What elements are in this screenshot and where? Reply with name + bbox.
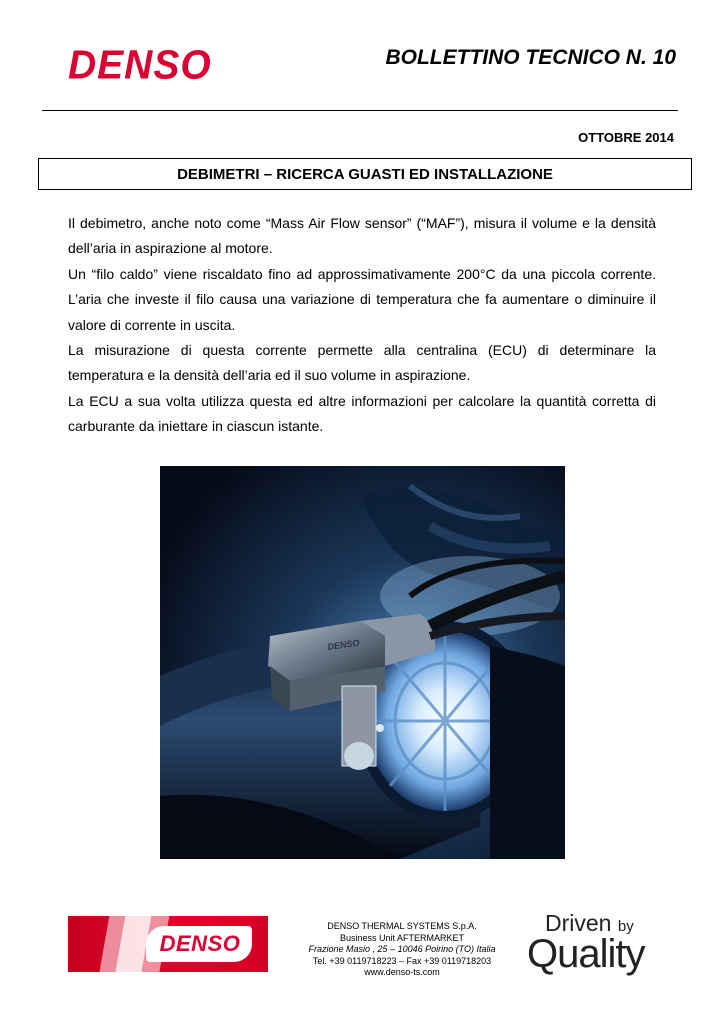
sensor-label: DENSO bbox=[326, 637, 360, 652]
subject-box bbox=[38, 158, 692, 190]
bulletin-date: OTTOBRE 2014 bbox=[578, 130, 674, 145]
company-name: DENSO THERMAL SYSTEMS S.p.A. bbox=[327, 921, 477, 931]
slogan-driven: Driven bbox=[545, 910, 612, 936]
paragraph: La ECU a sua volta utilizza questa ed altre informazioni per calcolare la quantità corretta di carburante da iniettare in ciascun istante. bbox=[68, 392, 656, 435]
company-address: Frazione Masio , 25 – 10046 Poirino (TO) Italia bbox=[308, 944, 496, 954]
company-info bbox=[296, 921, 508, 979]
bulletin-title: BOLLETTINO TECNICO N. 10 bbox=[385, 46, 676, 69]
company-phone: Tel. +39 0119718223 – Fax +39 0119718203 bbox=[312, 955, 492, 966]
company-unit: Business Unit AFTERMARKET bbox=[339, 932, 465, 943]
header-divider bbox=[42, 110, 678, 111]
company-web: www.denso-ts.com bbox=[364, 967, 440, 977]
driven-by-quality-slogan bbox=[527, 910, 667, 982]
maf-sensor-photo bbox=[160, 466, 565, 859]
paragraph: Il debimetro, anche noto come “Mass Air Flow sensor” (“MAF”), misura il volume e la densità dell’aria in aspirazione al motore. bbox=[68, 215, 656, 257]
denso-logo: DENSO bbox=[68, 42, 212, 89]
slogan-by: by bbox=[617, 918, 634, 935]
footer-logo-text: DENSO bbox=[159, 931, 241, 956]
paragraph: Un “filo caldo” viene riscaldato fino ad approssimativamente 200°C da una piccola corrente. L’aria che investe il filo causa una variazione di temperatura che fa aumentare o diminuire il valore di corrente in uscita. bbox=[68, 265, 656, 333]
footer-denso-logo bbox=[68, 916, 268, 972]
slogan-quality: Quality bbox=[527, 932, 645, 976]
subject-heading: DEBIMETRI – RICERCA GUASTI ED INSTALLAZIONE bbox=[177, 166, 553, 183]
paragraph: La misurazione di questa corrente permette alla centralina (ECU) di determinare la temperatura e la densità dell’aria ed il suo volume in aspirazione. bbox=[68, 342, 656, 384]
body-text bbox=[68, 211, 656, 440]
